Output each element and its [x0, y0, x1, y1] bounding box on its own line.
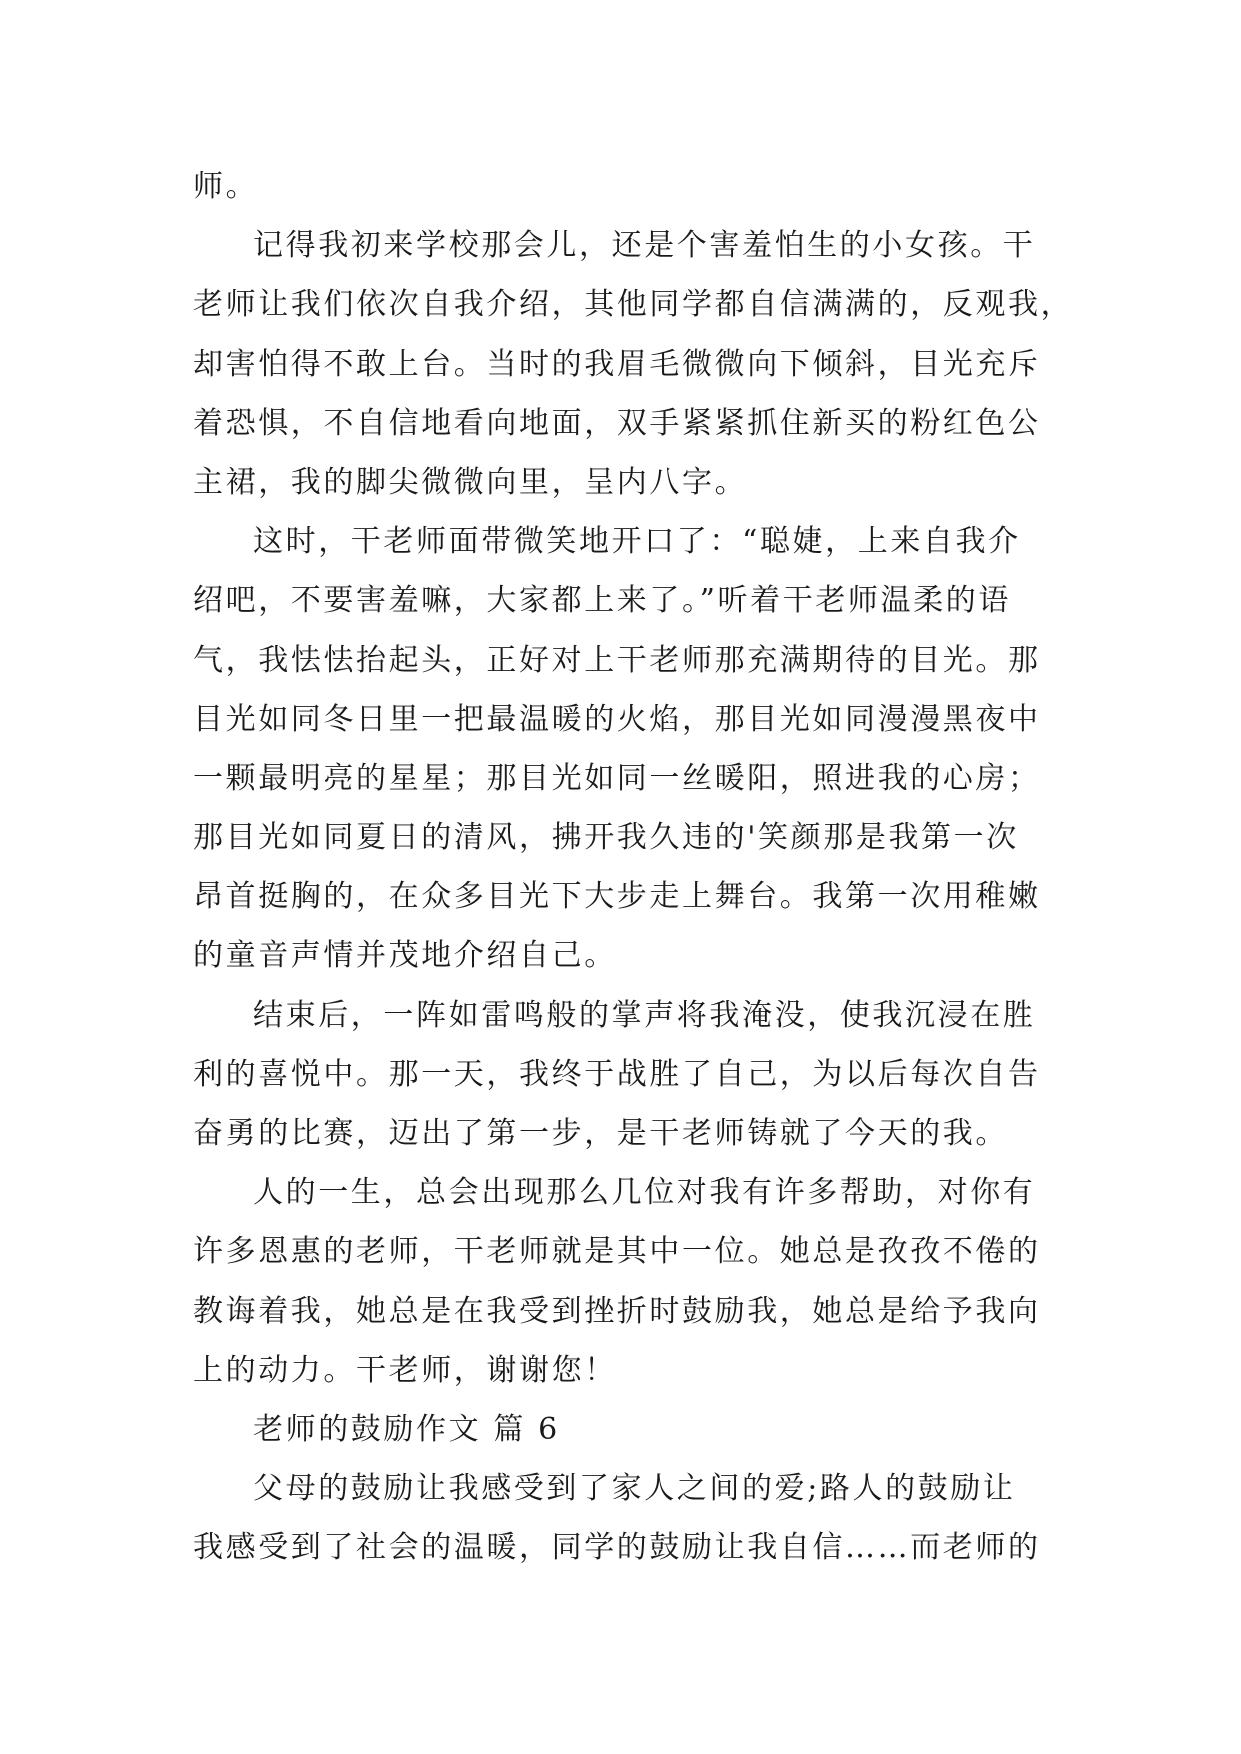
- text-line: 一颗最明亮的星星；那目光如同一丝暖阳，照进我的心房；: [193, 760, 1041, 796]
- text-line: 上的动力。干老师，谢谢您！: [193, 1352, 617, 1388]
- text-line: 老师让我们依次自我介绍，其他同学都自信满满的，反观我，: [193, 287, 1074, 323]
- section-heading: 老师的鼓励作文 篇 6: [253, 1411, 560, 1447]
- text-line: 师。: [193, 169, 259, 204]
- paragraph-first-line: 记得我初来学校那会儿，还是个害羞怕生的小女孩。干: [253, 228, 1036, 264]
- paragraph-first-line: 人的一生，总会出现那么几位对我有许多帮助，对你有: [253, 1175, 1036, 1211]
- text-line: 却害怕得不敢上台。当时的我眉毛微微向下倾斜，目光充斥: [193, 346, 1041, 382]
- paragraph-first-line: 父母的鼓励让我感受到了家人之间的爱;路人的鼓励让: [253, 1471, 1016, 1507]
- paragraph-first-line: 这时，干老师面带微笑地开口了：“聪婕，上来自我介: [253, 524, 1021, 560]
- text-line: 我感受到了社会的温暖，同学的鼓励让我自信……而老师的: [193, 1530, 1041, 1566]
- text-line: 那目光如同夏日的清风，拂开我久违的'笑颜那是我第一次: [193, 820, 1019, 856]
- paragraph-first-line: 结束后，一阵如雷鸣般的掌声将我淹没，使我沉浸在胜: [253, 997, 1036, 1033]
- text-line: 教诲着我，她总是在我受到挫折时鼓励我，她总是给予我向: [193, 1293, 1041, 1329]
- essay-text: [193, 157, 1074, 1578]
- text-line: 的童音声情并茂地介绍自己。: [193, 938, 617, 974]
- text-line: 着恐惧，不自信地看向地面，双手紧紧抓住新买的粉红色公: [193, 405, 1041, 441]
- text-line: 昂首挺胸的，在众多目光下大步走上舞台。我第一次用稚嫩: [193, 879, 1041, 915]
- text-line: 目光如同冬日里一把最温暖的火焰，那目光如同漫漫黑夜中: [193, 701, 1041, 737]
- text-line: 主裙，我的脚尖微微向里，呈内八字。: [193, 464, 748, 500]
- text-line: 气，我怯怯抬起头，正好对上干老师那充满期待的目光。那: [193, 642, 1041, 678]
- text-line: 许多恩惠的老师，干老师就是其中一位。她总是孜孜不倦的: [193, 1234, 1041, 1270]
- text-line: 利的喜悦中。那一天，我终于战胜了自己，为以后每次自告: [193, 1056, 1041, 1092]
- text-line: 奋勇的比赛，迈出了第一步，是干老师铸就了今天的我。: [193, 1116, 1008, 1151]
- text-line: 绍吧，不要害羞嘛，大家都上来了。”听着干老师温柔的语: [193, 583, 1011, 619]
